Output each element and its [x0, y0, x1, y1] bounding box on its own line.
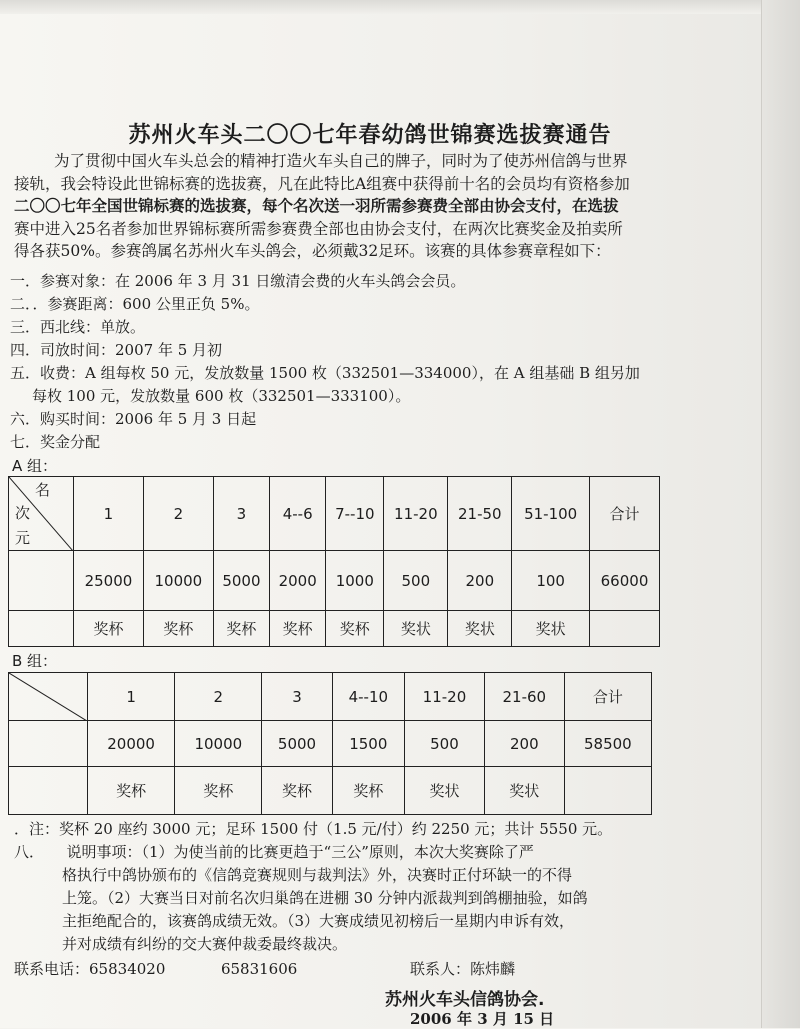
- rank-cell: 2: [143, 477, 213, 551]
- notes-section: [14, 818, 714, 956]
- note-line: ．注：奖杯 20 座约 3000 元；足环 1500 付（1.5 元/付）约 2250 元；共计 5550 元。: [14, 820, 613, 838]
- rank-cell: 2: [175, 673, 262, 721]
- amount-cell: 200: [484, 721, 564, 767]
- table-row: [9, 767, 652, 815]
- table-row: [9, 477, 660, 551]
- amount-cell: 5000: [262, 721, 332, 767]
- rank-cell: 11-20: [405, 673, 485, 721]
- table-row: [9, 551, 660, 611]
- corner-label: 名: [35, 481, 51, 499]
- rules-list: [10, 270, 710, 454]
- rank-cell: 3: [262, 673, 332, 721]
- empty-cell: [9, 551, 74, 611]
- phone-number: 65831606: [220, 960, 298, 978]
- rule-item: 三．西北线：单放。: [10, 318, 146, 336]
- amount-cell: 5000: [213, 551, 269, 611]
- group-b-prize-table: [8, 672, 652, 815]
- award-cell: 奖杯: [143, 611, 213, 647]
- note-line: 上笼。（2）大赛当日对前名次归巢鸽在进棚 30 分钟内派裁判到鸽棚抽验，如鸽: [62, 889, 588, 907]
- table-row: [9, 721, 652, 767]
- amount-cell: 10000: [175, 721, 262, 767]
- rule-item: 四．司放时间：2007 年 5 月初: [10, 341, 223, 359]
- award-cell: 奖状: [512, 611, 590, 647]
- table-corner-cell: [9, 673, 88, 721]
- award-cell: [564, 767, 651, 815]
- rank-cell: 4--6: [270, 477, 326, 551]
- rank-cell: 3: [213, 477, 269, 551]
- award-cell: 奖状: [405, 767, 485, 815]
- award-cell: 奖杯: [213, 611, 269, 647]
- rank-cell: 21-60: [484, 673, 564, 721]
- rank-cell: 4--10: [332, 673, 404, 721]
- corner-label: 次: [15, 504, 31, 522]
- intro-line: 为了贯彻中国火车头总会的精神打造火车头自己的牌子，同时为了使苏州信鸽与世界: [54, 152, 628, 170]
- empty-cell: [9, 721, 88, 767]
- award-cell: 奖状: [384, 611, 448, 647]
- issue-date: 2006 年 3 月 15 日: [410, 1010, 555, 1028]
- note-line: 并对成绩有纠纷的交大赛仲裁委最终裁决。: [62, 935, 348, 953]
- rule-item: 五．收费：A 组每枚 50 元，发放数量 1500 枚（332501—334000），在 A 组基础 B 组另加: [10, 364, 640, 382]
- rank-cell: 7--10: [326, 477, 384, 551]
- empty-cell: [9, 611, 74, 647]
- amount-cell: 1000: [326, 551, 384, 611]
- award-cell: 奖杯: [74, 611, 144, 647]
- award-cell: [590, 611, 660, 647]
- amount-cell: 500: [405, 721, 485, 767]
- award-cell: 奖杯: [326, 611, 384, 647]
- diagonal-line-icon: [9, 673, 87, 721]
- phone-label: 联系电话：: [14, 960, 90, 978]
- intro-line: 赛中进入25名者参加世界锦标赛所需参赛费全部也由协会支付，在两次比赛奖金及拍卖所: [14, 219, 623, 238]
- phone-number: 65834020: [89, 960, 166, 978]
- note-line: 格执行中鸽协颁布的《信鸽竞赛规则与裁判法》外，决赛时正付环缺一的不得: [62, 866, 573, 884]
- award-cell: 奖杯: [175, 767, 262, 815]
- rank-cell: 21-50: [448, 477, 512, 551]
- paper-top-edge: [0, 0, 800, 14]
- rule-item: 二．．参赛距离：600 公里正负 5%。: [10, 295, 260, 313]
- corner-label: 元: [15, 529, 31, 547]
- rule-item: 六．购买时间：2006 年 5 月 3 日起: [10, 410, 257, 428]
- rank-cell: 1: [88, 673, 175, 721]
- award-cell: 奖杯: [262, 767, 332, 815]
- rank-cell: 1: [74, 477, 144, 551]
- amount-cell: 2000: [270, 551, 326, 611]
- amount-cell: 58500: [564, 721, 651, 767]
- intro-line: 得各获50%。参赛鸽属名苏州火车头鸽会，必须戴32足环。该赛的具体参赛章程如下：: [14, 242, 611, 260]
- empty-cell: [9, 767, 88, 815]
- group-a-prize-table: [8, 476, 660, 647]
- award-cell: 奖杯: [88, 767, 175, 815]
- group-a-label: A 组：: [12, 457, 58, 475]
- rank-cell: 51-100: [512, 477, 590, 551]
- paper-right-edge: [761, 0, 800, 1028]
- rank-cell: 11-20: [384, 477, 448, 551]
- table-row: [9, 611, 660, 647]
- amount-cell: 66000: [590, 551, 660, 611]
- note-line: 主拒绝配合的，该赛鸽成绩无效。（3）大赛成绩见初榜后一星期内申诉有效，: [62, 912, 575, 930]
- group-b-label: B 组：: [12, 652, 58, 670]
- note-line: 八． 说明事项：（1）为使当前的比赛更趋于“三公”原则，本次大奖赛除了严: [14, 843, 534, 861]
- contact-person: 联系人：陈炜麟: [410, 960, 516, 978]
- table-corner-cell: [9, 477, 74, 551]
- intro-line: 二〇〇七年全国世锦标赛的选拔赛，每个名次送一羽所需参赛费全部由协会支付，在选拔: [14, 196, 619, 215]
- contact-line: [14, 958, 714, 979]
- amount-cell: 20000: [88, 721, 175, 767]
- rule-item: 七．奖金分配: [10, 433, 101, 451]
- table-row: [9, 673, 652, 721]
- award-cell: 奖状: [484, 767, 564, 815]
- award-cell: 奖杯: [332, 767, 404, 815]
- amount-cell: 25000: [74, 551, 144, 611]
- award-cell: 奖状: [448, 611, 512, 647]
- intro-line: 接轨，我会特设此世锦标赛的选拔赛，凡在此特比A组赛中获得前十名的会员均有资格参加: [14, 174, 630, 193]
- amount-cell: 10000: [143, 551, 213, 611]
- intro-paragraph: [14, 150, 714, 263]
- organization-name: 苏州火车头信鸽协会.: [385, 990, 545, 1010]
- rule-item: 一．参赛对象：在 2006 年 3 月 31 日缴清会费的火车头鸽会会员。: [10, 272, 466, 290]
- award-cell: 奖杯: [270, 611, 326, 647]
- notice-title: 苏州火车头二〇〇七年春幼鸽世锦赛选拔赛通告: [128, 123, 612, 148]
- amount-cell: 100: [512, 551, 590, 611]
- amount-cell: 1500: [332, 721, 404, 767]
- amount-cell: 200: [448, 551, 512, 611]
- rule-item: 每枚 100 元，发放数量 600 枚（332501—333100）。: [32, 387, 411, 405]
- amount-cell: 500: [384, 551, 448, 611]
- rank-cell: 合计: [564, 673, 651, 721]
- rank-cell: 合计: [590, 477, 660, 551]
